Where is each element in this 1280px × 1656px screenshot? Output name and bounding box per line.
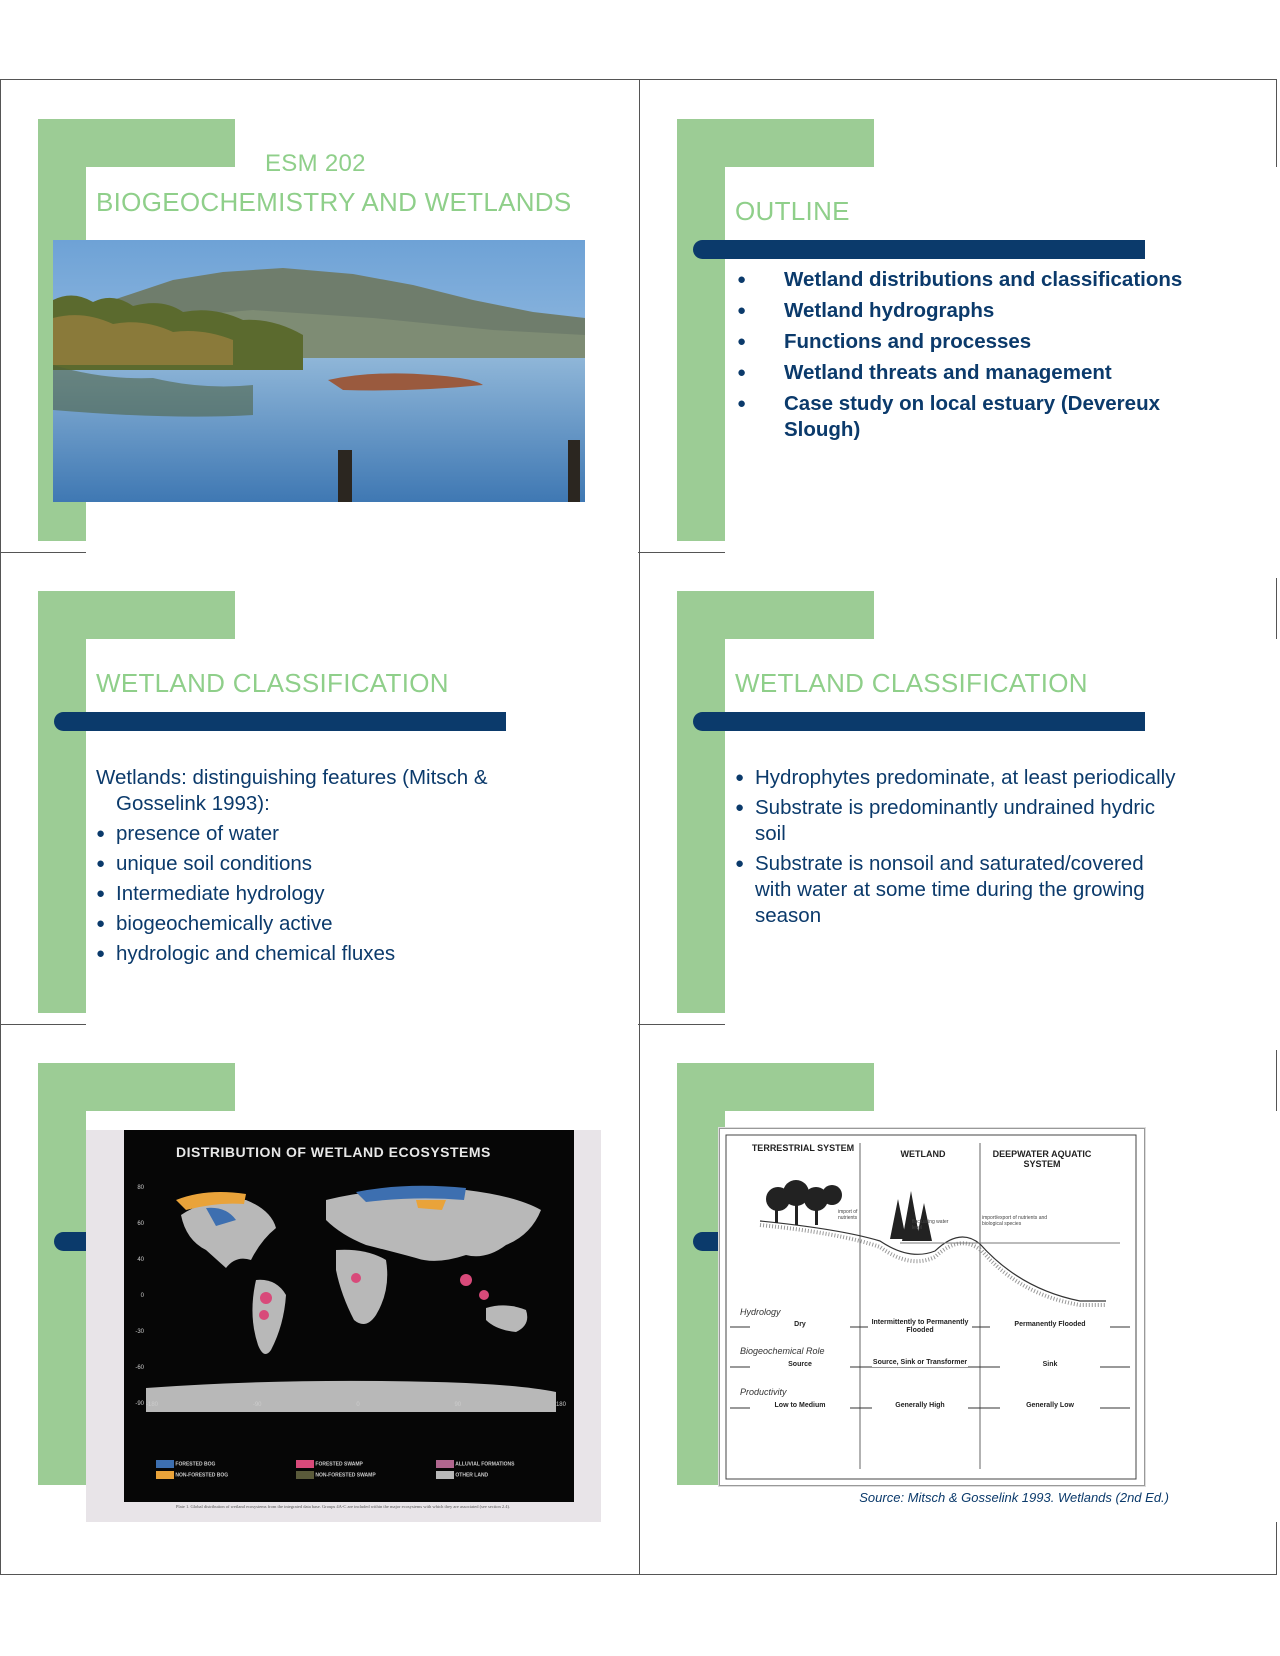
slide-title-text: WETLAND CLASSIFICATION xyxy=(735,668,1088,698)
slide-outline xyxy=(639,80,1277,578)
slide-title-text: OUTLINE xyxy=(735,196,850,226)
map-figure xyxy=(86,1130,601,1522)
list-item: ● hydrologic and chemical fluxes xyxy=(96,941,536,967)
wetland-landscape-photo xyxy=(53,240,585,502)
row-value: Low to Medium xyxy=(750,1402,850,1409)
slide-body xyxy=(735,765,1185,929)
row-value: Generally Low xyxy=(1000,1402,1100,1409)
row-value: Dry xyxy=(750,1321,850,1328)
list-item: ● Intermediate hydrology xyxy=(96,881,536,907)
column-header: WETLAND xyxy=(900,1149,946,1159)
intro-text: Wetlands: distinguishing features (Mitsch & Gosselink 1993): xyxy=(96,766,488,815)
list-item: ● biogeochemically active xyxy=(96,911,536,937)
row-label: Biogeochemical Role xyxy=(740,1346,825,1356)
annotation: fluctuating water level xyxy=(912,1219,949,1231)
latitude-labels: 80 60 40 0 -30 -60 -90 xyxy=(135,1185,144,1407)
slide-classification-2 xyxy=(639,552,1277,1050)
map-legend: FORESTED BOG NON-FORESTED BOG FORESTED SWAMP NON-FORESTED SWAMP ALLUVIAL FORMATIONS OTHER LAND xyxy=(156,1460,576,1490)
list-item: ● Wetland threats and management xyxy=(737,361,1112,384)
slide-title xyxy=(0,80,638,578)
list-item: ● Hydrophytes predominate, at least periodically xyxy=(735,765,1185,791)
annotation: import/export of nutrients and biological species xyxy=(982,1215,1048,1227)
list-item: ● Functions and processes xyxy=(737,330,1032,353)
list-item: ● Wetland distributions and classifications xyxy=(737,268,1183,291)
annotation: import of nutrients xyxy=(838,1209,858,1221)
title-underline-bar xyxy=(693,712,1145,731)
slide-wetland-diagram xyxy=(639,1024,1277,1522)
row-value: Sink xyxy=(1000,1361,1100,1368)
longitude-labels: -180 -90 0 90 180 xyxy=(146,1402,566,1408)
slide-body xyxy=(96,765,536,967)
slide-title-text: WETLAND CLASSIFICATION xyxy=(96,668,449,698)
list-item: ● unique soil conditions xyxy=(96,851,536,877)
row-label: Productivity xyxy=(740,1387,787,1397)
list-item: ● presence of water xyxy=(96,821,536,847)
slide-wetland-map xyxy=(0,1024,638,1522)
course-code: ESM 202 xyxy=(265,150,366,177)
title-underline-bar xyxy=(693,240,1145,259)
map-title: DISTRIBUTION OF WETLAND ECOSYSTEMS xyxy=(176,1144,491,1160)
slide-classification-1 xyxy=(0,552,638,1050)
column-header: TERRESTRIAL SYSTEM xyxy=(751,1143,855,1153)
row-value: Intermittently to Permanently Flooded xyxy=(868,1319,972,1335)
list-item: ● Wetland hydrographs xyxy=(737,299,995,322)
list-item: ● Substrate is predominantly undrained hydric soil xyxy=(735,795,1185,847)
list-item: ● Substrate is nonsoil and saturated/covered with water at some time during the growing season xyxy=(735,851,1185,929)
row-value: Source xyxy=(750,1361,850,1368)
outline-list xyxy=(735,267,1205,448)
source-citation: Source: Mitsch & Gosselink 1993. Wetlands (2nd Ed.) xyxy=(859,1490,1169,1505)
diagram-figure xyxy=(719,1128,1145,1486)
slide-title-text: BIOGEOCHEMISTRY AND WETLANDS xyxy=(96,187,572,217)
column-header: DEEPWATER AQUATIC SYSTEM xyxy=(992,1149,1092,1169)
row-value: Generally High xyxy=(872,1402,968,1409)
row-label: Hydrology xyxy=(740,1307,781,1317)
row-value: Source, Sink or Transformer xyxy=(872,1359,968,1366)
title-underline-bar xyxy=(54,712,506,731)
map-caption: Plate 1. Global distribution of wetland ecosystems from the integrated data base. Groups 4A-C are included within the major ecosystems with which they are associated (see section 2.4). xyxy=(175,1504,511,1509)
row-value: Permanently Flooded xyxy=(990,1321,1110,1328)
wetland-profile-diagram xyxy=(720,1129,1144,1485)
list-item: ● Case study on local estuary (Devereux Slough) xyxy=(737,392,1160,441)
